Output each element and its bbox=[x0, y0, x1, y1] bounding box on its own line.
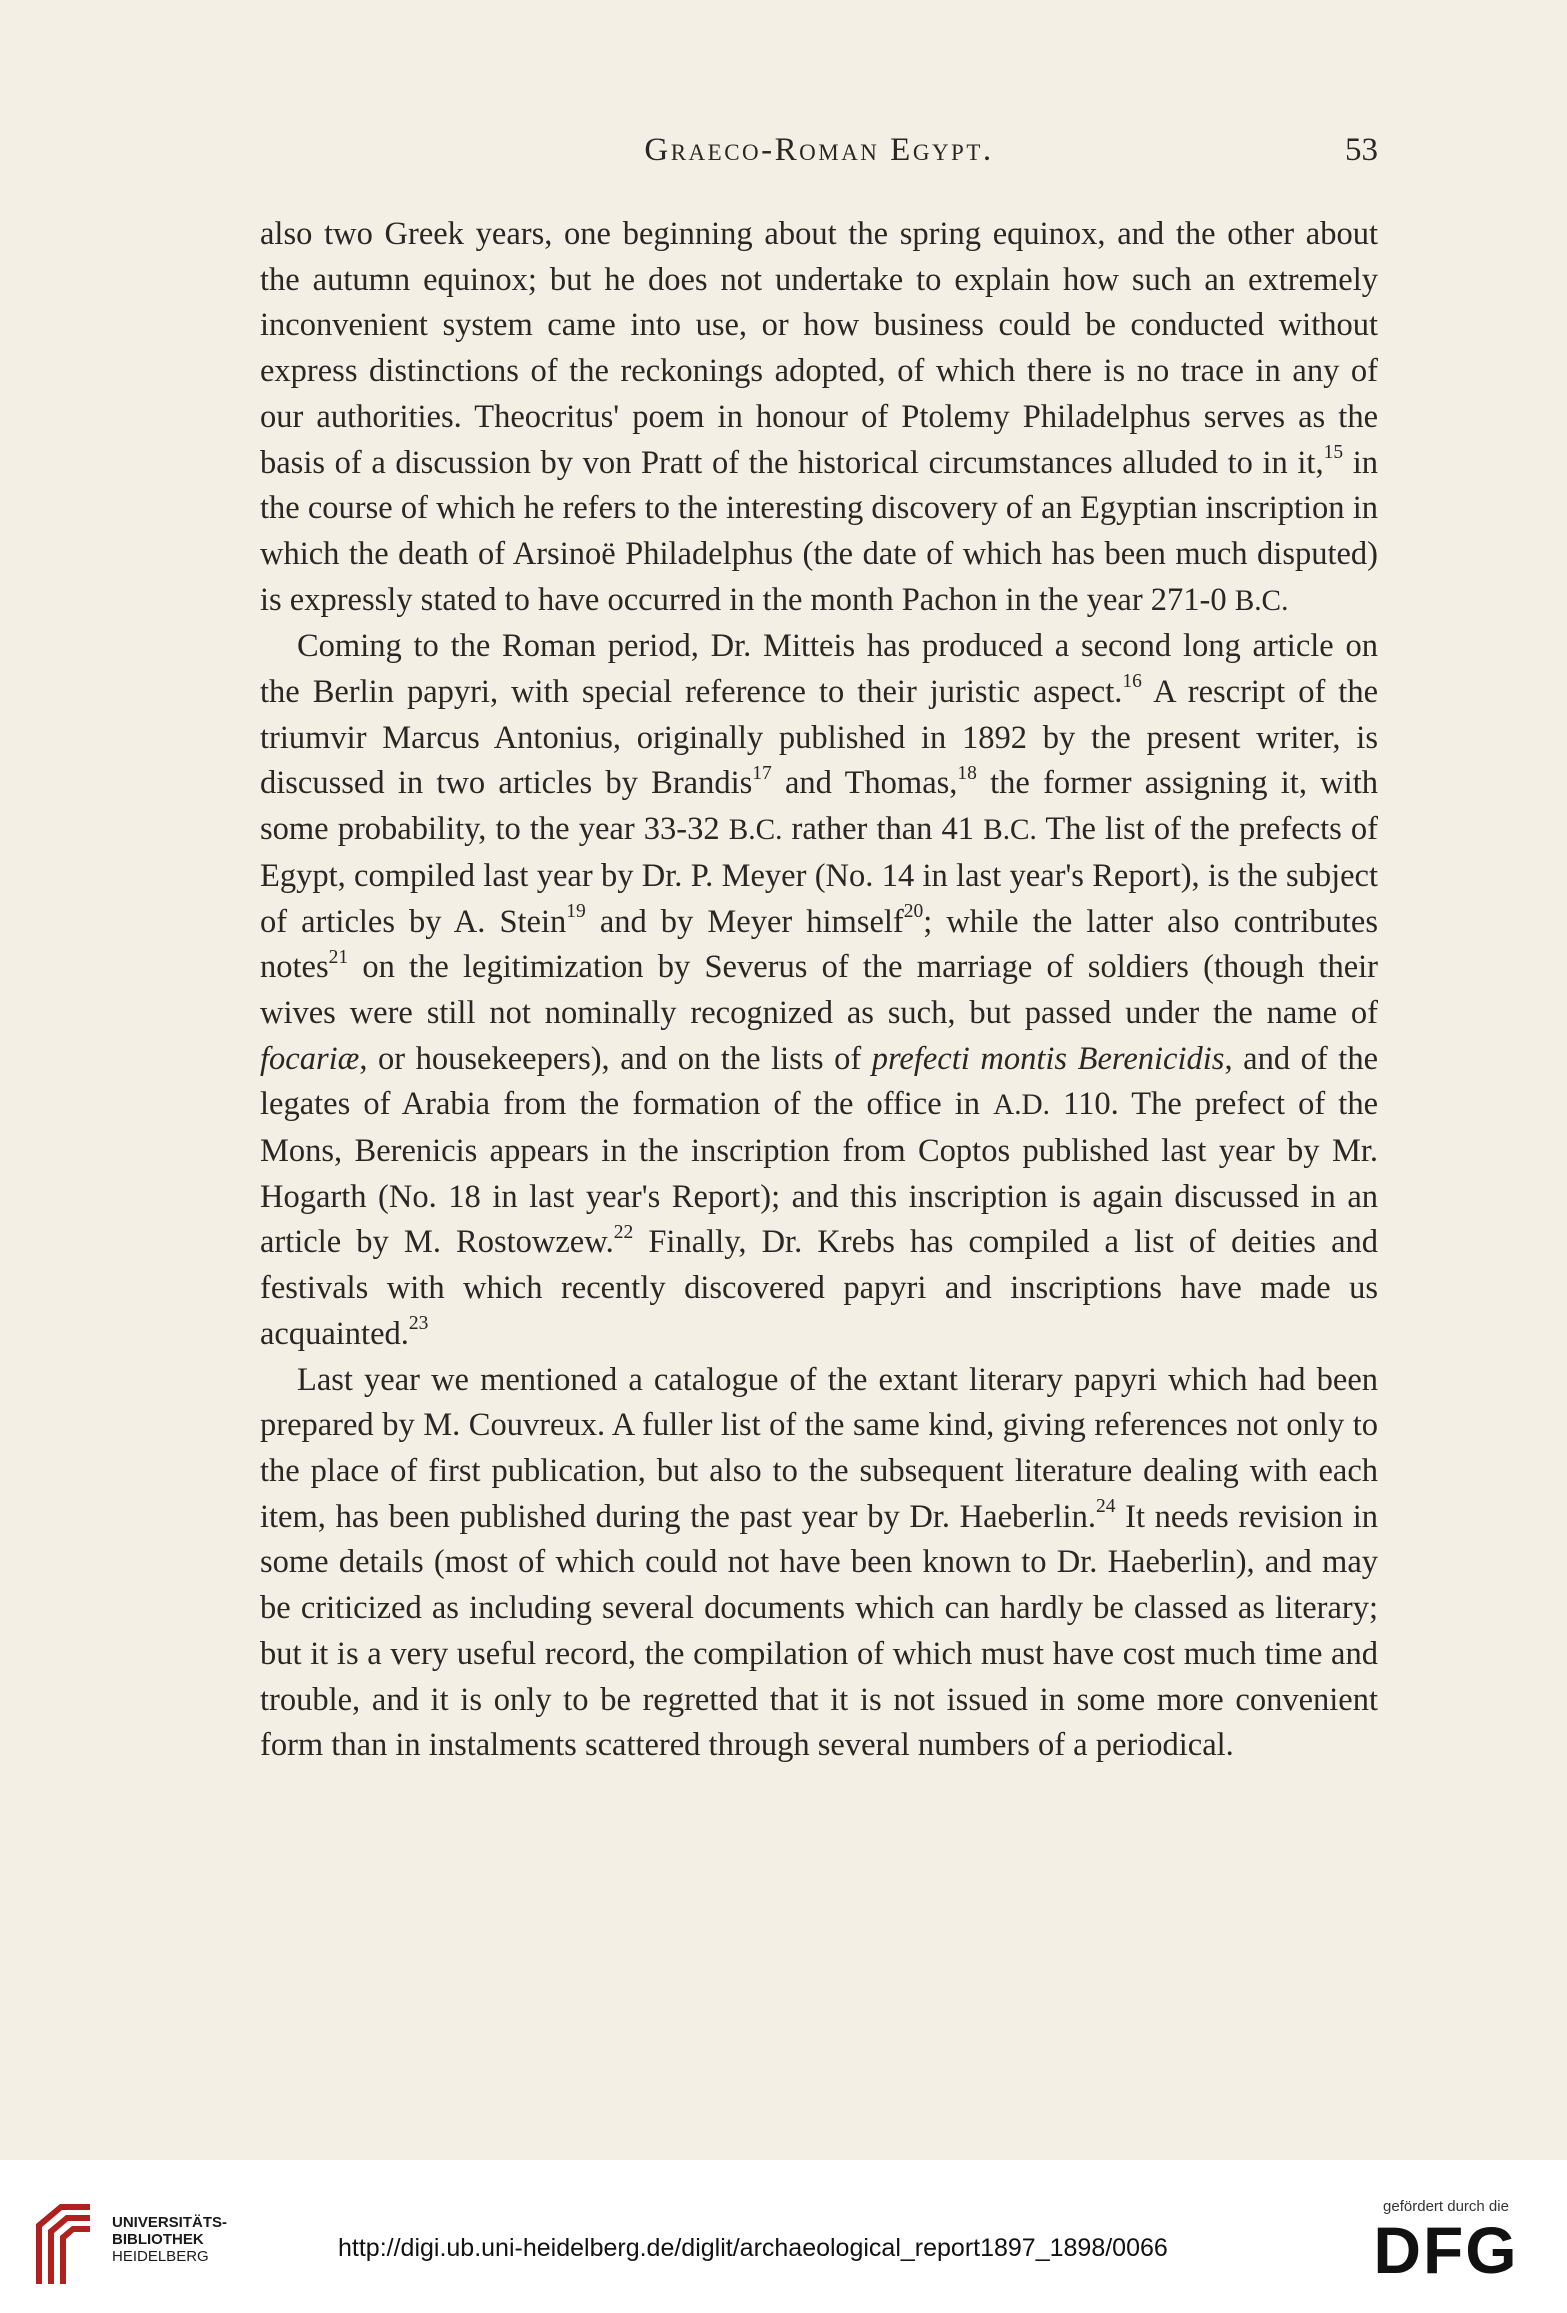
library-logo bbox=[30, 2200, 320, 2290]
digitization-footer bbox=[0, 2160, 1567, 2313]
paragraph-2: Coming to the Roman period, Dr. Mitteis has produced a second long article on the Berlin papyri, with special reference to their juristic aspect.$^{16}$ A rescript of the triumvir Marcus Antonius, originally published in 1892 by the present writer, is discussed in two articles by Brandis$^{17}$ and Thomas,$^{18}$ the former assigning it, with some probability, to the year 33-32 B.C. rather than 41 B.C. The list of the prefects of Egypt, compiled last year by Dr. P. Meyer (No. 14 in last year's Report), is the subject of articles by A. Stein$^{19}$ and by Meyer himself$^{20}$; while the latter also contributes notes$^{21}$ on the legitimization by Severus of the marriage of soldiers (though their wives were still not nominally recognized as such, but passed under the name of focariæ, or housekeepers), and on the lists of prefecti montis Berenicidis, and of the legates of Arabia from the formation of the office in A.D. 110. The prefect of the Mons, Berenicis appears in the inscription from Coptos published last year by Mr. Hogarth (No. 18 in last year's Report); and this inscription is again discussed in an article by M. Rostowzew.$^{22}$ Finally, Dr. Krebs has compiled a list of deities and festivals with which recently discovered papyri and inscriptions have made us acquainted.$^{23}$ bbox=[260, 628, 1379, 1352]
funding-note: gefördert durch die bbox=[1383, 2198, 1509, 2215]
dfg-mark: DFG bbox=[1373, 2213, 1519, 2287]
dfg-logo bbox=[1351, 2198, 1541, 2298]
library-name: UNIVERSITÄTS- BIBLIOTHEK HEIDELBERG bbox=[112, 2214, 228, 2265]
paragraph-1: also two Greek years, one beginning about the spring equinox, and the other about the autumn equinox; but he does not undertake to explain how such an extremely inconvenient system came into use, or how business could be conducted without express distinctions of the reckonings adopted, of which there is no trace in any of our authorities. Theocritus' poem in honour of Ptolemy Philadelphus serves as the basis of a discussion by von Pratt of the historical circumstances alluded to in it,$^{15}$ in the course of which he refers to the interesting discovery of an Egyptian inscription in which the death of Arsinoë Philadelphus (the date of which has been much disputed) is expressly stated to have occurred in the month Pachon in the year 271-0 B.C. bbox=[260, 216, 1379, 618]
running-head: Graeco-Roman Egypt. bbox=[644, 132, 994, 168]
body-text bbox=[260, 212, 1378, 1769]
library-emblem-icon bbox=[30, 2200, 94, 2286]
paragraph-3: Last year we mentioned a catalogue of the extant literary papyri which had been prepared by M. Couvreux. A fuller list of the same kind, giving references not only to the place of first publication, but also to the subsequent literature dealing with each item, has been published during the past year by Dr. Haeberlin.$^{24}$ It needs revision in some details (most of which could not have been known to Dr. Haeberlin), and may be criticized as including several documents which can hardly be classed as literary; but it is a very useful record, the compilation of which must have cost much time and trouble, and it is only to be regretted that it is not issued in some more convenient form than in instalments scattered through several numbers of a periodical. bbox=[260, 1361, 1379, 1764]
page-header bbox=[260, 132, 1378, 182]
page-number: 53 bbox=[1345, 132, 1378, 168]
source-url[interactable]: http://digi.ub.uni-heidelberg.de/diglit/archaeological_report1897_1898/0066 bbox=[338, 2234, 1168, 2262]
